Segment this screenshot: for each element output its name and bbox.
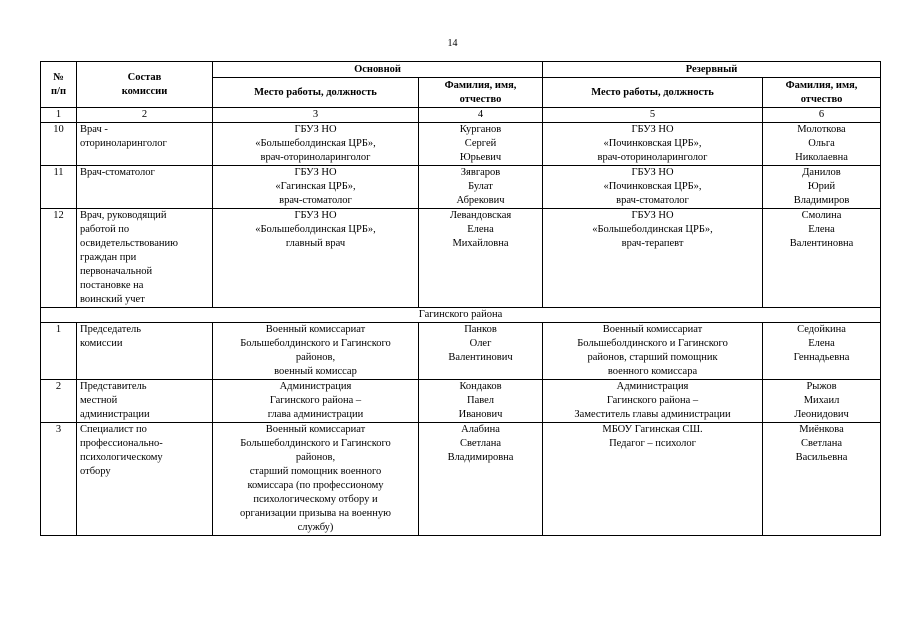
header-main-fullname: Фамилия, имя, отчество [419, 78, 543, 108]
header-main: Основной [213, 62, 543, 78]
main-name-cell: Алабина Светлана Владимировна [419, 423, 543, 536]
column-number: 5 [543, 108, 763, 123]
column-number: 4 [419, 108, 543, 123]
row-number: 10 [41, 123, 77, 166]
reserve-name-cell: Молоткова Ольга Николаевна [763, 123, 881, 166]
main-name-cell: Кондаков Павел Иванович [419, 380, 543, 423]
main-name-cell: Зявгаров Булат Абрекович [419, 166, 543, 209]
reserve-workplace-cell: ГБУЗ НО «Починковская ЦРБ», врач-стоматолог [543, 166, 763, 209]
header-reserve-workplace: Место работы, должность [543, 78, 763, 108]
table-row [41, 323, 881, 380]
role-cell: Врач-стоматолог [77, 166, 213, 209]
header-reserve-fullname: Фамилия, имя, отчество [763, 78, 881, 108]
table-row [41, 166, 881, 209]
row-number: 1 [41, 323, 77, 380]
main-name-cell: Панков Олег Валентинович [419, 323, 543, 380]
row-number: 12 [41, 209, 77, 308]
role-cell: Специалист по профессионально- психологическому отбору [77, 423, 213, 536]
main-workplace-cell: ГБУЗ НО «Большеболдинская ЦРБ», врач-оториноларинголог [213, 123, 419, 166]
reserve-name-cell: Данилов Юрий Владимиров [763, 166, 881, 209]
header-reserve: Резервный [543, 62, 881, 78]
reserve-name-cell: Седойкина Елена Геннадьевна [763, 323, 881, 380]
column-number: 1 [41, 108, 77, 123]
table-row [41, 423, 881, 536]
main-workplace-cell: ГБУЗ НО «Гагинская ЦРБ», врач-стоматолог [213, 166, 419, 209]
reserve-name-cell: Рыжов Михаил Леонидович [763, 380, 881, 423]
role-cell: Врач - оториноларинголог [77, 123, 213, 166]
table-row [41, 123, 881, 166]
column-number: 3 [213, 108, 419, 123]
header-composition: Состав комиссии [77, 62, 213, 108]
reserve-workplace-cell: Военный комиссариат Большеболдинского и Гагинского районов, старший помощник военного комиссара [543, 323, 763, 380]
table-row [41, 380, 881, 423]
row-number: 3 [41, 423, 77, 536]
page-number: 14 [447, 38, 458, 49]
section-title: Гагинского района [41, 308, 881, 323]
reserve-name-cell: Миёнкова Светлана Васильевна [763, 423, 881, 536]
main-workplace-cell: Администрация Гагинского района – глава администрации [213, 380, 419, 423]
header-main-workplace: Место работы, должность [213, 78, 419, 108]
row-number: 11 [41, 166, 77, 209]
reserve-workplace-cell: ГБУЗ НО «Большеболдинская ЦРБ», врач-терапевт [543, 209, 763, 308]
column-number: 6 [763, 108, 881, 123]
header-num: № п/п [41, 62, 77, 108]
main-name-cell: Курганов Сергей Юрьевич [419, 123, 543, 166]
section-header-row [41, 308, 881, 323]
reserve-workplace-cell: ГБУЗ НО «Починковская ЦРБ», врач-оториноларинголог [543, 123, 763, 166]
main-workplace-cell: ГБУЗ НО «Большеболдинская ЦРБ», главный врач [213, 209, 419, 308]
commission-table [40, 61, 881, 536]
main-name-cell: Левандовская Елена Михайловна [419, 209, 543, 308]
reserve-workplace-cell: Администрация Гагинского района – Заместитель главы администрации [543, 380, 763, 423]
reserve-name-cell: Смолина Елена Валентиновна [763, 209, 881, 308]
column-numbers-row [41, 108, 881, 123]
role-cell: Врач, руководящий работой по освидетельствованию граждан при первоначальной постановке на воинский учет [77, 209, 213, 308]
main-workplace-cell: Военный комиссариат Большеболдинского и Гагинского районов, военный комиссар [213, 323, 419, 380]
column-number: 2 [77, 108, 213, 123]
row-number: 2 [41, 380, 77, 423]
table-row [41, 209, 881, 308]
main-workplace-cell: Военный комиссариат Большеболдинского и Гагинского районов, старший помощник военного комиссара (по профессионому психологическому отбору и организации призыва на военную службу) [213, 423, 419, 536]
role-cell: Представитель местной администрации [77, 380, 213, 423]
role-cell: Председатель комиссии [77, 323, 213, 380]
reserve-workplace-cell: МБОУ Гагинская СШ. Педагог – психолог [543, 423, 763, 536]
